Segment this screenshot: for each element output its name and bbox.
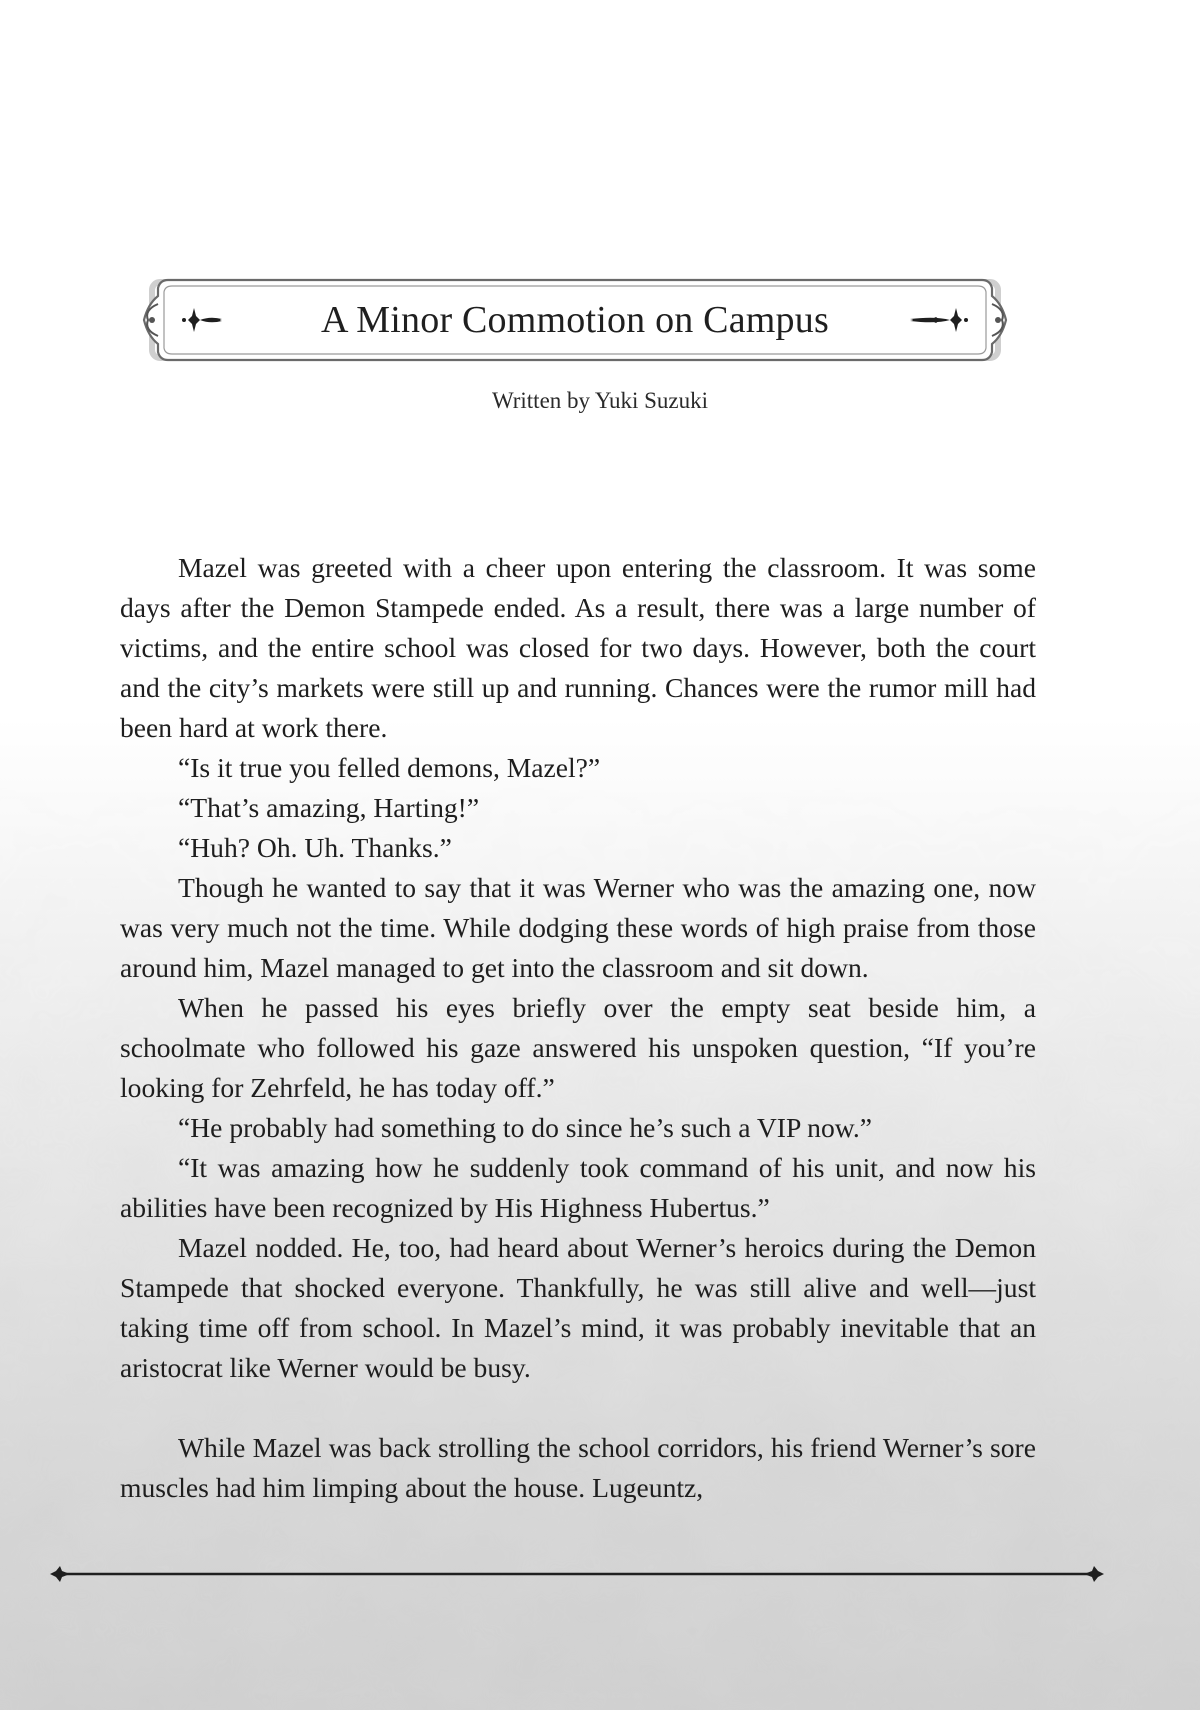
paragraph: Mazel was greeted with a cheer upon entering the classroom. It was some days after the Demon Stampede ended. As a result, there was a large number of victims, and the entire school was closed for two days. However, both the court and the city’s markets were still up and running. Chances were the rumor mill had been hard at work there. <box>120 552 1036 743</box>
paragraph: “It was amazing how he suddenly took command of his unit, and now his abilities have been recognized by His Highness Hubertus.” <box>120 1152 1036 1223</box>
paragraph: “Huh? Oh. Uh. Thanks.” <box>178 832 452 863</box>
author-byline: Written by Yuki Suzuki <box>491 388 709 413</box>
paragraph: Mazel nodded. He, too, had heard about Werner’s heroics during the Demon Stampede that shocked everyone. Thankfully, he was still alive and well—just taking time off from school. In Mazel’s mind, it was probably inevitable that an aristocrat like Werner would be busy. <box>120 1232 1036 1383</box>
body-text <box>120 548 1036 1508</box>
paragraph: “Is it true you felled demons, Mazel?” <box>178 752 601 783</box>
paragraph: When he passed his eyes briefly over the empty seat beside him, a schoolmate who followed his gaze answered his unspoken question, “If you’re looking for Zehrfeld, he has today off.” <box>120 992 1036 1103</box>
chapter-title: A Minor Commotion on Campus <box>321 299 829 341</box>
chapter-title-frame <box>140 276 1010 364</box>
paragraph: While Mazel was back strolling the school corridors, his friend Werner’s sore muscles had him limping about the house. Lugeuntz, <box>120 1432 1036 1503</box>
paragraph: “That’s amazing, Harting!” <box>178 792 480 823</box>
paragraph: Though he wanted to say that it was Werner who was the amazing one, now was very much not the time. While dodging these words of high praise from those around him, Mazel managed to get into the classroom and sit down. <box>120 872 1036 983</box>
paragraph: “He probably had something to do since he’s such a VIP now.” <box>178 1112 873 1143</box>
footer-ornament-rule-icon <box>48 1564 1106 1584</box>
